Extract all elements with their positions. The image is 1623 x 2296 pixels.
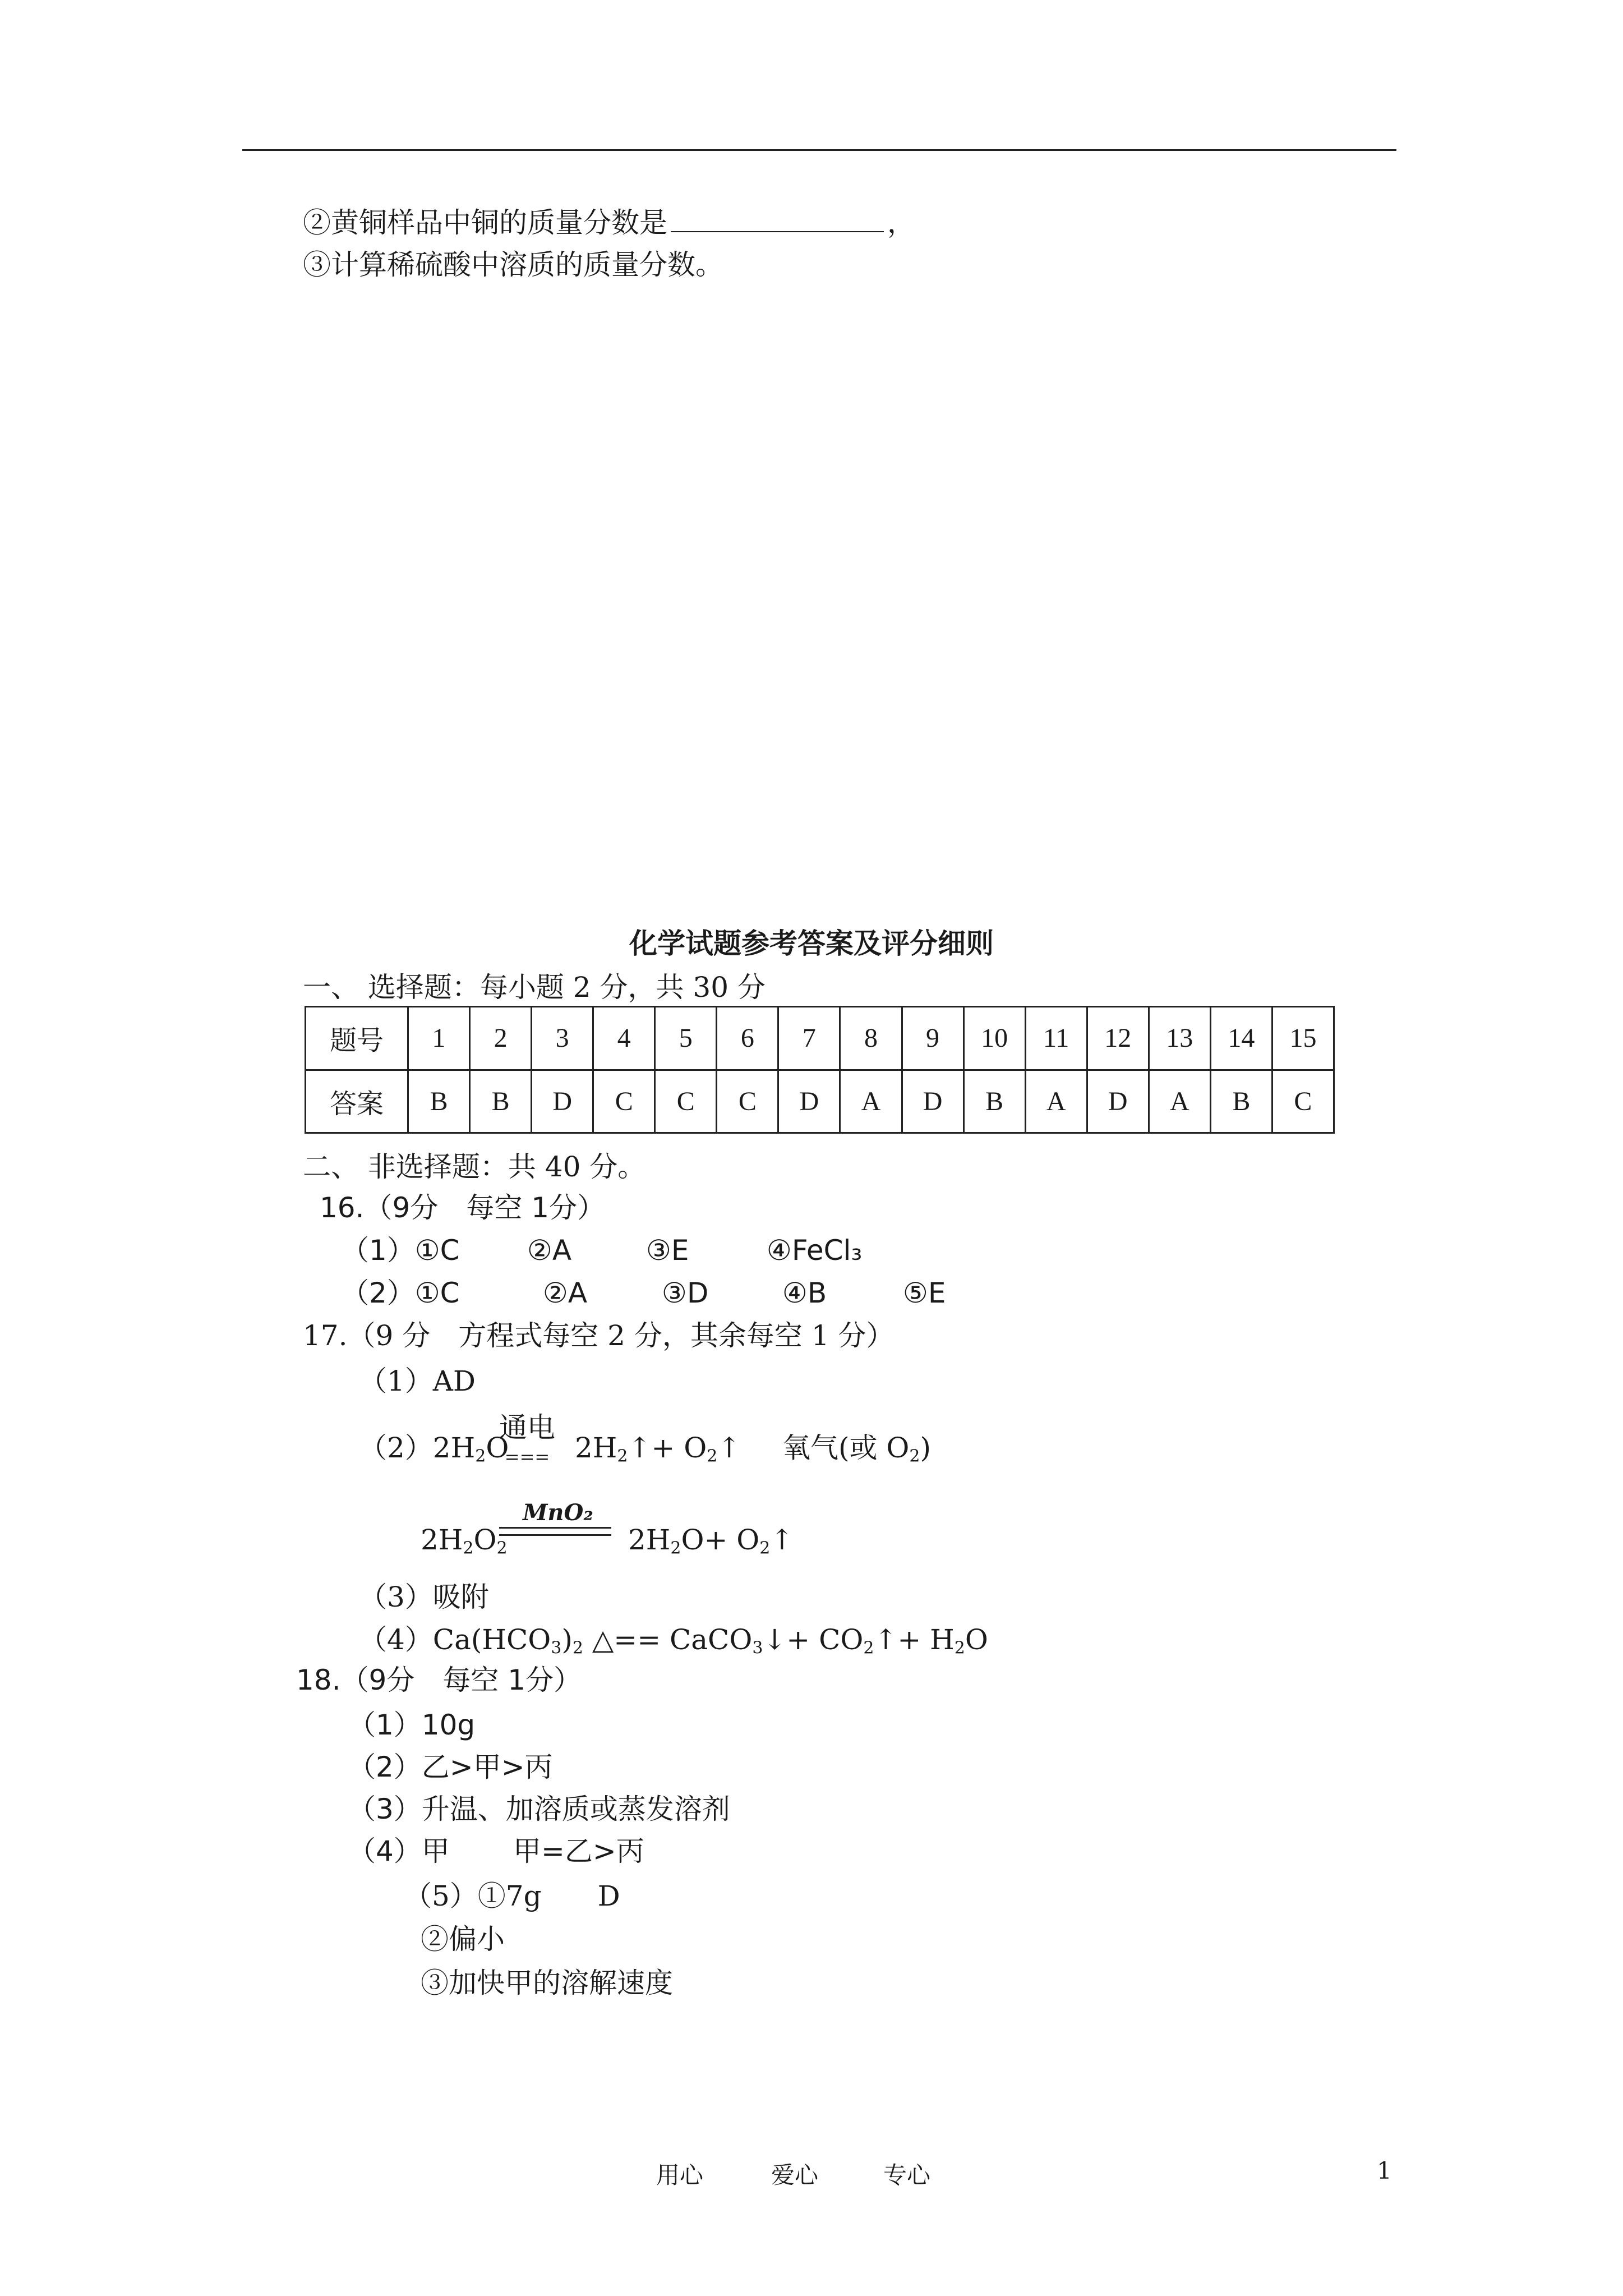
number-cell: 4	[593, 1007, 655, 1070]
q18-a1: （1）10g	[348, 1709, 476, 1741]
section2-heading: 二、 非选择题：共 40 分。	[303, 1151, 646, 1183]
answer-cell: B	[470, 1070, 532, 1133]
footer-motto-1: 用心	[656, 2161, 704, 2189]
number-cell: 7	[778, 1007, 840, 1070]
q17-a2-rhs: $2H_2↑+$ $O_2↑$	[575, 1432, 741, 1466]
q16-line2: （2）①C	[341, 1277, 460, 1309]
number-cell: 9	[902, 1007, 963, 1070]
q17-a2b-lhs: $2H_2O_2$	[421, 1524, 508, 1558]
q18-a5: （5）①7g D	[404, 1880, 620, 1912]
q18-a3: （3）升温、加溶质或蒸发溶剂	[348, 1793, 730, 1825]
table-row	[306, 1007, 1334, 1070]
number-cell: 15	[1272, 1007, 1334, 1070]
answer-cell: D	[1087, 1070, 1149, 1133]
q17-double-arrow-line	[499, 1527, 611, 1536]
answer-table	[305, 1006, 1335, 1134]
q17-a4: $(4)Ca(HCO_3)_2$ △== CaCO$_3$↓+ $CO_2↑+ H_2O$	[359, 1623, 988, 1658]
answer-cell: A	[1149, 1070, 1210, 1133]
q18-title: 18.（9分 每空 1分）	[296, 1664, 582, 1696]
answer-cell: C	[655, 1070, 717, 1133]
answer-cell: B	[1210, 1070, 1272, 1133]
number-cell: 5	[655, 1007, 717, 1070]
q18-a2: （2）乙>甲>丙	[348, 1751, 553, 1783]
answer-cell: C	[593, 1070, 655, 1133]
answer-cell: D	[902, 1070, 963, 1133]
answer-cell: A	[1025, 1070, 1087, 1133]
q18-a4b: 甲=乙>丙	[513, 1835, 644, 1867]
q17-a3: （3）吸附	[359, 1581, 489, 1613]
section1-heading: 一、 选择题：每小题 2 分，共 30 分	[303, 971, 766, 1004]
number-cell: 10	[963, 1007, 1025, 1070]
answer-cell: D	[532, 1070, 593, 1133]
question-2: ②黄铜样品中铜的质量分数是 ，	[303, 206, 915, 239]
answer-blank	[671, 206, 884, 232]
row-label-number: 题号	[306, 1007, 408, 1070]
answer-cell: A	[840, 1070, 902, 1133]
answer-cell: C	[1272, 1070, 1334, 1133]
answer-cell: C	[717, 1070, 778, 1133]
number-cell: 13	[1149, 1007, 1210, 1070]
answer-cell: D	[778, 1070, 840, 1133]
q16-title: 16.（9分 每空 1分）	[320, 1191, 606, 1224]
q17-catalyst: MnO₂	[523, 1499, 593, 1526]
number-cell: 6	[717, 1007, 778, 1070]
table-row	[306, 1070, 1334, 1133]
row-label-answer: 答案	[306, 1070, 408, 1133]
number-cell: 14	[1210, 1007, 1272, 1070]
q17-title: 17.（9 分 方程式每空 2 分，其余每空 1 分）	[303, 1319, 895, 1352]
number-cell: 11	[1025, 1007, 1087, 1070]
q17-a2b-rhs: $2H_2O+$ $O_2↑$	[628, 1524, 794, 1558]
q16-line2-item5: ⑤E	[903, 1277, 946, 1309]
header-rule	[242, 149, 1396, 151]
answer-cell: B	[963, 1070, 1025, 1133]
q16-line2-item2: ②A	[543, 1277, 588, 1309]
q17-eq-sign: ===	[504, 1446, 550, 1467]
q16-line1-item4: ④FeCl₃	[767, 1234, 863, 1267]
number-cell: 12	[1087, 1007, 1149, 1070]
q16-line2-item3: ③D	[662, 1277, 709, 1309]
footer-motto-2: 爱心	[771, 2161, 819, 2189]
q16-line1-item3: ③E	[646, 1234, 689, 1267]
q16-line1: （1）①C	[341, 1234, 460, 1267]
number-cell: 1	[408, 1007, 470, 1070]
number-cell: 2	[470, 1007, 532, 1070]
q17-a2-lhs: $(2)2H_2O$	[359, 1432, 509, 1466]
page-number: 1	[1377, 2157, 1392, 2184]
answer-cell: B	[408, 1070, 470, 1133]
q16-line2-item4: ④B	[782, 1277, 827, 1309]
q16-line1-item2: ②A	[527, 1234, 572, 1267]
q18-a4a: （4）甲	[348, 1835, 450, 1867]
answer-title: 化学试题参考答案及评分细则	[629, 927, 994, 960]
q18-a5b: ②偏小	[421, 1923, 505, 1955]
footer-motto-3: 专心	[883, 2161, 931, 2189]
q18-a5c: ③加快甲的溶解速度	[421, 1967, 673, 1999]
q17-electrolysis-condition: 通电	[499, 1411, 555, 1444]
q17-a2-gas: 氧气(或 $O_2$)	[782, 1432, 932, 1466]
q17-a1: （1）AD	[359, 1365, 476, 1397]
number-cell: 3	[532, 1007, 593, 1070]
number-cell: 8	[840, 1007, 902, 1070]
question-3: ③计算稀硫酸中溶质的质量分数。	[303, 249, 723, 281]
